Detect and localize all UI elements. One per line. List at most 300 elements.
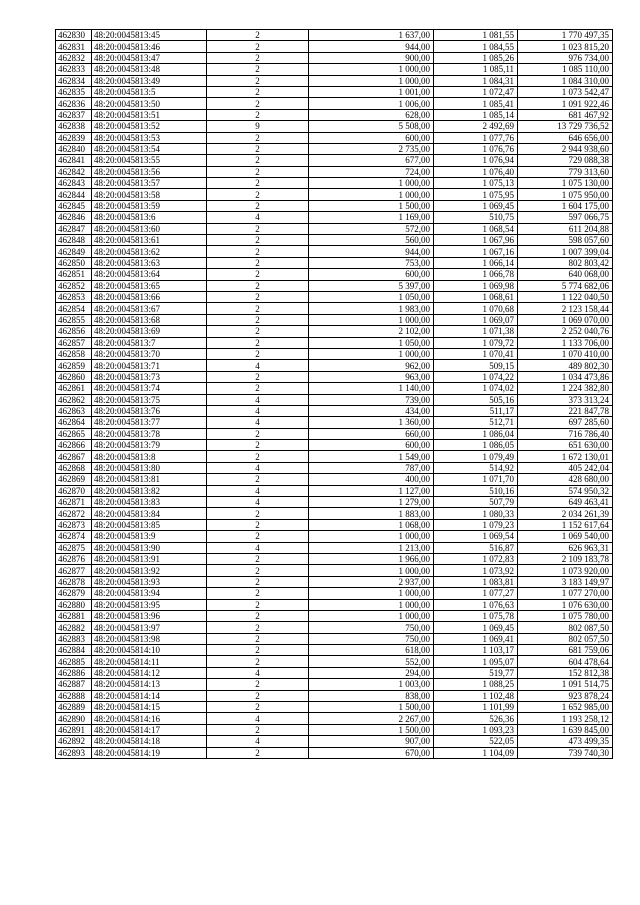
table-row xyxy=(56,394,613,405)
area-cell: 1 360,00 xyxy=(309,417,434,428)
area-cell: 1 213,00 xyxy=(309,542,434,553)
table-row xyxy=(56,326,613,337)
table-row xyxy=(56,189,613,200)
cadastral-number-cell: 48:20:0045813:7 xyxy=(92,337,207,348)
area-cell: 1 050,00 xyxy=(309,337,434,348)
unit-value-cell: 1 086,05 xyxy=(434,440,518,451)
cadastral-value-cell: 1 007 399,04 xyxy=(518,246,613,257)
unit-value-cell: 1 076,63 xyxy=(434,599,518,610)
cadastral-number-cell: 48:20:0045813:45 xyxy=(92,30,207,41)
table-row xyxy=(56,155,613,166)
unit-value-cell: 1 070,68 xyxy=(434,303,518,314)
cadastral-value-cell: 646 656,00 xyxy=(518,132,613,143)
cadastral-value-cell: 473 499,35 xyxy=(518,736,613,747)
row-number-cell: 462856 xyxy=(56,326,92,337)
area-cell: 600,00 xyxy=(309,132,434,143)
unit-value-cell: 1 084,31 xyxy=(434,75,518,86)
unit-value-cell: 1 066,14 xyxy=(434,257,518,268)
row-number-cell: 462836 xyxy=(56,98,92,109)
cadastral-value-cell: 802 087,50 xyxy=(518,622,613,633)
cadastral-value-cell: 681 467,92 xyxy=(518,109,613,120)
cadastral-value-cell: 2 109 183,78 xyxy=(518,553,613,564)
cadastral-number-cell: 48:20:0045813:59 xyxy=(92,200,207,211)
cadastral-number-cell: 48:20:0045813:52 xyxy=(92,121,207,132)
unit-value-cell: 1 085,11 xyxy=(434,64,518,75)
table-row xyxy=(56,736,613,747)
unit-value-cell: 511,17 xyxy=(434,405,518,416)
row-number-cell: 462882 xyxy=(56,622,92,633)
cadastral-value-cell: 13 729 736,52 xyxy=(518,121,613,132)
table-row xyxy=(56,383,613,394)
cadastral-number-cell: 48:20:0045813:82 xyxy=(92,485,207,496)
row-number-cell: 462833 xyxy=(56,64,92,75)
area-cell: 838,00 xyxy=(309,690,434,701)
unit-value-cell: 1 070,41 xyxy=(434,348,518,359)
area-cell: 753,00 xyxy=(309,257,434,268)
unit-value-cell: 1 085,26 xyxy=(434,52,518,63)
area-cell: 962,00 xyxy=(309,360,434,371)
category-code-cell: 4 xyxy=(207,462,309,473)
row-number-cell: 462849 xyxy=(56,246,92,257)
category-code-cell: 2 xyxy=(207,622,309,633)
row-number-cell: 462870 xyxy=(56,485,92,496)
table-row xyxy=(56,30,613,41)
category-code-cell: 2 xyxy=(207,633,309,644)
row-number-cell: 462860 xyxy=(56,371,92,382)
table-row xyxy=(56,656,613,667)
cadastral-value-cell: 729 088,38 xyxy=(518,155,613,166)
category-code-cell: 2 xyxy=(207,109,309,120)
cadastral-number-cell: 48:20:0045813:65 xyxy=(92,280,207,291)
cadastral-number-cell: 48:20:0045813:51 xyxy=(92,109,207,120)
unit-value-cell: 510,16 xyxy=(434,485,518,496)
unit-value-cell: 1 083,81 xyxy=(434,576,518,587)
area-cell: 1 000,00 xyxy=(309,75,434,86)
area-cell: 660,00 xyxy=(309,428,434,439)
cadastral-number-cell: 48:20:0045813:84 xyxy=(92,508,207,519)
table-row xyxy=(56,121,613,132)
table-row xyxy=(56,428,613,439)
table-row xyxy=(56,633,613,644)
unit-value-cell: 1 084,55 xyxy=(434,41,518,52)
table-row xyxy=(56,497,613,508)
unit-value-cell: 1 071,70 xyxy=(434,474,518,485)
row-number-cell: 462868 xyxy=(56,462,92,473)
category-code-cell: 2 xyxy=(207,565,309,576)
cadastral-number-cell: 48:20:0045813:74 xyxy=(92,383,207,394)
unit-value-cell: 514,92 xyxy=(434,462,518,473)
unit-value-cell: 1 079,49 xyxy=(434,451,518,462)
cadastral-number-cell: 48:20:0045813:58 xyxy=(92,189,207,200)
cadastral-number-cell: 48:20:0045813:76 xyxy=(92,405,207,416)
category-code-cell: 2 xyxy=(207,337,309,348)
cadastral-number-cell: 48:20:0045813:66 xyxy=(92,291,207,302)
row-number-cell: 462886 xyxy=(56,667,92,678)
unit-value-cell: 516,87 xyxy=(434,542,518,553)
category-code-cell: 2 xyxy=(207,531,309,542)
cadastral-number-cell: 48:20:0045813:95 xyxy=(92,599,207,610)
unit-value-cell: 1 071,38 xyxy=(434,326,518,337)
category-code-cell: 2 xyxy=(207,64,309,75)
area-cell: 1 001,00 xyxy=(309,86,434,97)
cadastral-value-cell: 2 944 938,60 xyxy=(518,143,613,154)
cadastral-value-cell: 428 680,00 xyxy=(518,474,613,485)
table-row xyxy=(56,542,613,553)
unit-value-cell: 1 076,40 xyxy=(434,166,518,177)
category-code-cell: 4 xyxy=(207,497,309,508)
cadastral-value-cell: 1 770 497,35 xyxy=(518,30,613,41)
row-number-cell: 462848 xyxy=(56,235,92,246)
cadastral-number-cell: 48:20:0045814:19 xyxy=(92,747,207,758)
row-number-cell: 462877 xyxy=(56,565,92,576)
unit-value-cell: 1 095,07 xyxy=(434,656,518,667)
cadastral-number-cell: 48:20:0045813:73 xyxy=(92,371,207,382)
unit-value-cell: 1 081,55 xyxy=(434,30,518,41)
table-row xyxy=(56,405,613,416)
area-cell: 1 500,00 xyxy=(309,200,434,211)
unit-value-cell: 509,15 xyxy=(434,360,518,371)
unit-value-cell: 526,36 xyxy=(434,713,518,724)
area-cell: 2 102,00 xyxy=(309,326,434,337)
cadastral-number-cell: 48:20:0045813:63 xyxy=(92,257,207,268)
area-cell: 1 000,00 xyxy=(309,314,434,325)
row-number-cell: 462881 xyxy=(56,610,92,621)
table-row xyxy=(56,645,613,656)
table-row xyxy=(56,178,613,189)
row-number-cell: 462854 xyxy=(56,303,92,314)
area-cell: 618,00 xyxy=(309,645,434,656)
unit-value-cell: 1 079,72 xyxy=(434,337,518,348)
row-number-cell: 462878 xyxy=(56,576,92,587)
unit-value-cell: 505,16 xyxy=(434,394,518,405)
cadastral-number-cell: 48:20:0045813:96 xyxy=(92,610,207,621)
unit-value-cell: 2 492,69 xyxy=(434,121,518,132)
area-cell: 724,00 xyxy=(309,166,434,177)
area-cell: 739,00 xyxy=(309,394,434,405)
category-code-cell: 2 xyxy=(207,143,309,154)
row-number-cell: 462858 xyxy=(56,348,92,359)
cadastral-number-cell: 48:20:0045813:85 xyxy=(92,519,207,530)
cadastral-value-cell: 802 057,50 xyxy=(518,633,613,644)
unit-value-cell: 1 077,76 xyxy=(434,132,518,143)
cadastral-number-cell: 48:20:0045813:64 xyxy=(92,269,207,280)
row-number-cell: 462887 xyxy=(56,679,92,690)
cadastral-number-cell: 48:20:0045813:67 xyxy=(92,303,207,314)
cadastral-number-cell: 48:20:0045813:94 xyxy=(92,588,207,599)
unit-value-cell: 1 075,13 xyxy=(434,178,518,189)
row-number-cell: 462880 xyxy=(56,599,92,610)
category-code-cell: 2 xyxy=(207,371,309,382)
cadastral-value-cell: 1 084 310,00 xyxy=(518,75,613,86)
category-code-cell: 2 xyxy=(207,189,309,200)
row-number-cell: 462840 xyxy=(56,143,92,154)
category-code-cell: 4 xyxy=(207,542,309,553)
table-row xyxy=(56,52,613,63)
area-cell: 1 000,00 xyxy=(309,599,434,610)
cadastral-value-cell: 1 133 706,00 xyxy=(518,337,613,348)
table-row xyxy=(56,223,613,234)
cadastral-number-cell: 48:20:0045813:49 xyxy=(92,75,207,86)
area-cell: 2 735,00 xyxy=(309,143,434,154)
category-code-cell: 2 xyxy=(207,269,309,280)
table-row xyxy=(56,599,613,610)
category-code-cell: 2 xyxy=(207,235,309,246)
row-number-cell: 462845 xyxy=(56,200,92,211)
row-number-cell: 462867 xyxy=(56,451,92,462)
table-row xyxy=(56,337,613,348)
cadastral-value-cell: 1 091 514,75 xyxy=(518,679,613,690)
cadastral-number-cell: 48:20:0045813:48 xyxy=(92,64,207,75)
area-cell: 1 006,00 xyxy=(309,98,434,109)
row-number-cell: 462864 xyxy=(56,417,92,428)
table-row xyxy=(56,576,613,587)
category-code-cell: 2 xyxy=(207,747,309,758)
row-number-cell: 462841 xyxy=(56,155,92,166)
unit-value-cell: 1 086,04 xyxy=(434,428,518,439)
row-number-cell: 462888 xyxy=(56,690,92,701)
cadastral-value-cell: 1 122 040,50 xyxy=(518,291,613,302)
cadastral-value-cell: 697 285,60 xyxy=(518,417,613,428)
unit-value-cell: 1 068,61 xyxy=(434,291,518,302)
row-number-cell: 462866 xyxy=(56,440,92,451)
area-cell: 1 549,00 xyxy=(309,451,434,462)
table-row xyxy=(56,588,613,599)
unit-value-cell: 1 069,41 xyxy=(434,633,518,644)
area-cell: 600,00 xyxy=(309,269,434,280)
area-cell: 1 127,00 xyxy=(309,485,434,496)
table-row xyxy=(56,531,613,542)
unit-value-cell: 1 072,47 xyxy=(434,86,518,97)
cadastral-number-cell: 48:20:0045813:98 xyxy=(92,633,207,644)
area-cell: 1 000,00 xyxy=(309,588,434,599)
cadastral-number-cell: 48:20:0045813:50 xyxy=(92,98,207,109)
cadastral-value-cell: 1 069 540,00 xyxy=(518,531,613,542)
unit-value-cell: 1 076,94 xyxy=(434,155,518,166)
cadastral-number-cell: 48:20:0045814:12 xyxy=(92,667,207,678)
area-cell: 1 000,00 xyxy=(309,565,434,576)
category-code-cell: 4 xyxy=(207,394,309,405)
category-code-cell: 2 xyxy=(207,314,309,325)
cadastral-number-cell: 48:20:0045813:71 xyxy=(92,360,207,371)
category-code-cell: 2 xyxy=(207,519,309,530)
area-cell: 434,00 xyxy=(309,405,434,416)
category-code-cell: 4 xyxy=(207,212,309,223)
table-row xyxy=(56,485,613,496)
unit-value-cell: 1 068,54 xyxy=(434,223,518,234)
cadastral-number-cell: 48:20:0045814:16 xyxy=(92,713,207,724)
unit-value-cell: 1 069,07 xyxy=(434,314,518,325)
table-body xyxy=(56,30,613,759)
category-code-cell: 2 xyxy=(207,132,309,143)
row-number-cell: 462851 xyxy=(56,269,92,280)
area-cell: 787,00 xyxy=(309,462,434,473)
cadastral-value-cell: 1 070 410,00 xyxy=(518,348,613,359)
cadastral-number-cell: 48:20:0045813:60 xyxy=(92,223,207,234)
area-cell: 907,00 xyxy=(309,736,434,747)
category-code-cell: 2 xyxy=(207,166,309,177)
table-row xyxy=(56,200,613,211)
cadastral-value-cell: 1 091 922,46 xyxy=(518,98,613,109)
table-row xyxy=(56,303,613,314)
table-row xyxy=(56,610,613,621)
area-cell: 552,00 xyxy=(309,656,434,667)
category-code-cell: 2 xyxy=(207,553,309,564)
cadastral-value-cell: 1 073 542,47 xyxy=(518,86,613,97)
area-cell: 1 000,00 xyxy=(309,348,434,359)
cadastral-value-cell: 802 803,42 xyxy=(518,257,613,268)
cadastral-number-cell: 48:20:0045813:62 xyxy=(92,246,207,257)
cadastral-value-cell: 2 123 158,44 xyxy=(518,303,613,314)
area-cell: 1 500,00 xyxy=(309,702,434,713)
table-row xyxy=(56,474,613,485)
unit-value-cell: 1 103,17 xyxy=(434,645,518,656)
table-row xyxy=(56,508,613,519)
cadastral-number-cell: 48:20:0045813:47 xyxy=(92,52,207,63)
unit-value-cell: 1 085,41 xyxy=(434,98,518,109)
row-number-cell: 462839 xyxy=(56,132,92,143)
cadastral-number-cell: 48:20:0045814:13 xyxy=(92,679,207,690)
row-number-cell: 462891 xyxy=(56,724,92,735)
row-number-cell: 462863 xyxy=(56,405,92,416)
area-cell: 900,00 xyxy=(309,52,434,63)
table-row xyxy=(56,713,613,724)
row-number-cell: 462842 xyxy=(56,166,92,177)
table-row xyxy=(56,679,613,690)
category-code-cell: 2 xyxy=(207,52,309,63)
area-cell: 5 508,00 xyxy=(309,121,434,132)
cadastral-value-cell: 574 950,32 xyxy=(518,485,613,496)
category-code-cell: 4 xyxy=(207,667,309,678)
table-row xyxy=(56,166,613,177)
row-number-cell: 462884 xyxy=(56,645,92,656)
cadastral-number-cell: 48:20:0045813:78 xyxy=(92,428,207,439)
area-cell: 1 000,00 xyxy=(309,610,434,621)
cadastral-value-cell: 1 023 815,20 xyxy=(518,41,613,52)
cadastral-number-cell: 48:20:0045813:57 xyxy=(92,178,207,189)
cadastral-number-cell: 48:20:0045813:5 xyxy=(92,86,207,97)
area-cell: 5 397,00 xyxy=(309,280,434,291)
cadastral-number-cell: 48:20:0045813:75 xyxy=(92,394,207,405)
cadastral-value-cell: 976 734,00 xyxy=(518,52,613,63)
cadastral-value-cell: 1 069 070,00 xyxy=(518,314,613,325)
area-cell: 628,00 xyxy=(309,109,434,120)
cadastral-number-cell: 48:20:0045813:77 xyxy=(92,417,207,428)
cadastral-number-cell: 48:20:0045813:56 xyxy=(92,166,207,177)
area-cell: 1 000,00 xyxy=(309,531,434,542)
table-row xyxy=(56,565,613,576)
cadastral-value-cell: 2 252 040,76 xyxy=(518,326,613,337)
category-code-cell: 2 xyxy=(207,86,309,97)
cadastral-value-cell: 640 068,00 xyxy=(518,269,613,280)
cadastral-value-cell: 779 313,60 xyxy=(518,166,613,177)
cadastral-number-cell: 48:20:0045813:69 xyxy=(92,326,207,337)
cadastral-value-cell: 716 786,40 xyxy=(518,428,613,439)
unit-value-cell: 1 077,27 xyxy=(434,588,518,599)
cadastral-number-cell: 48:20:0045813:97 xyxy=(92,622,207,633)
category-code-cell: 2 xyxy=(207,348,309,359)
table-row xyxy=(56,451,613,462)
table-row xyxy=(56,702,613,713)
row-number-cell: 462835 xyxy=(56,86,92,97)
unit-value-cell: 1 080,33 xyxy=(434,508,518,519)
cadastral-value-cell: 739 740,30 xyxy=(518,747,613,758)
cadastral-value-cell: 3 183 149,97 xyxy=(518,576,613,587)
cadastral-number-cell: 48:20:0045813:93 xyxy=(92,576,207,587)
cadastral-value-cell: 597 066,75 xyxy=(518,212,613,223)
cadastral-value-table xyxy=(55,29,613,759)
cadastral-number-cell: 48:20:0045814:10 xyxy=(92,645,207,656)
unit-value-cell: 1 085,14 xyxy=(434,109,518,120)
row-number-cell: 462853 xyxy=(56,291,92,302)
area-cell: 1 966,00 xyxy=(309,553,434,564)
cadastral-number-cell: 48:20:0045814:17 xyxy=(92,724,207,735)
row-number-cell: 462879 xyxy=(56,588,92,599)
row-number-cell: 462883 xyxy=(56,633,92,644)
area-cell: 560,00 xyxy=(309,235,434,246)
table-row xyxy=(56,519,613,530)
table-row xyxy=(56,690,613,701)
category-code-cell: 4 xyxy=(207,713,309,724)
area-cell: 1 883,00 xyxy=(309,508,434,519)
area-cell: 1 000,00 xyxy=(309,189,434,200)
row-number-cell: 462859 xyxy=(56,360,92,371)
area-cell: 1 068,00 xyxy=(309,519,434,530)
category-code-cell: 2 xyxy=(207,383,309,394)
cadastral-value-cell: 405 242,04 xyxy=(518,462,613,473)
row-number-cell: 462861 xyxy=(56,383,92,394)
cadastral-number-cell: 48:20:0045813:61 xyxy=(92,235,207,246)
category-code-cell: 2 xyxy=(207,75,309,86)
category-code-cell: 4 xyxy=(207,360,309,371)
category-code-cell: 2 xyxy=(207,599,309,610)
cadastral-value-cell: 681 759,06 xyxy=(518,645,613,656)
row-number-cell: 462843 xyxy=(56,178,92,189)
area-cell: 1 140,00 xyxy=(309,383,434,394)
category-code-cell: 2 xyxy=(207,41,309,52)
area-cell: 677,00 xyxy=(309,155,434,166)
unit-value-cell: 1 101,99 xyxy=(434,702,518,713)
cadastral-value-cell: 1 652 985,00 xyxy=(518,702,613,713)
category-code-cell: 2 xyxy=(207,246,309,257)
area-cell: 670,00 xyxy=(309,747,434,758)
row-number-cell: 462872 xyxy=(56,508,92,519)
cadastral-value-cell: 1 152 617,64 xyxy=(518,519,613,530)
table-row xyxy=(56,280,613,291)
unit-value-cell: 1 075,95 xyxy=(434,189,518,200)
category-code-cell: 2 xyxy=(207,588,309,599)
cadastral-number-cell: 48:20:0045813:83 xyxy=(92,497,207,508)
category-code-cell: 2 xyxy=(207,508,309,519)
table-row xyxy=(56,212,613,223)
cadastral-value-cell: 1 076 630,00 xyxy=(518,599,613,610)
category-code-cell: 2 xyxy=(207,702,309,713)
table-row xyxy=(56,417,613,428)
cadastral-value-cell: 1 034 473,86 xyxy=(518,371,613,382)
category-code-cell: 4 xyxy=(207,417,309,428)
cadastral-value-cell: 221 847,78 xyxy=(518,405,613,416)
row-number-cell: 462844 xyxy=(56,189,92,200)
table-row xyxy=(56,64,613,75)
unit-value-cell: 510,75 xyxy=(434,212,518,223)
category-code-cell: 2 xyxy=(207,200,309,211)
row-number-cell: 462852 xyxy=(56,280,92,291)
cadastral-value-cell: 1 639 845,00 xyxy=(518,724,613,735)
unit-value-cell: 522,05 xyxy=(434,736,518,747)
category-code-cell: 2 xyxy=(207,679,309,690)
category-code-cell: 2 xyxy=(207,223,309,234)
table-row xyxy=(56,269,613,280)
cadastral-value-cell: 489 802,30 xyxy=(518,360,613,371)
